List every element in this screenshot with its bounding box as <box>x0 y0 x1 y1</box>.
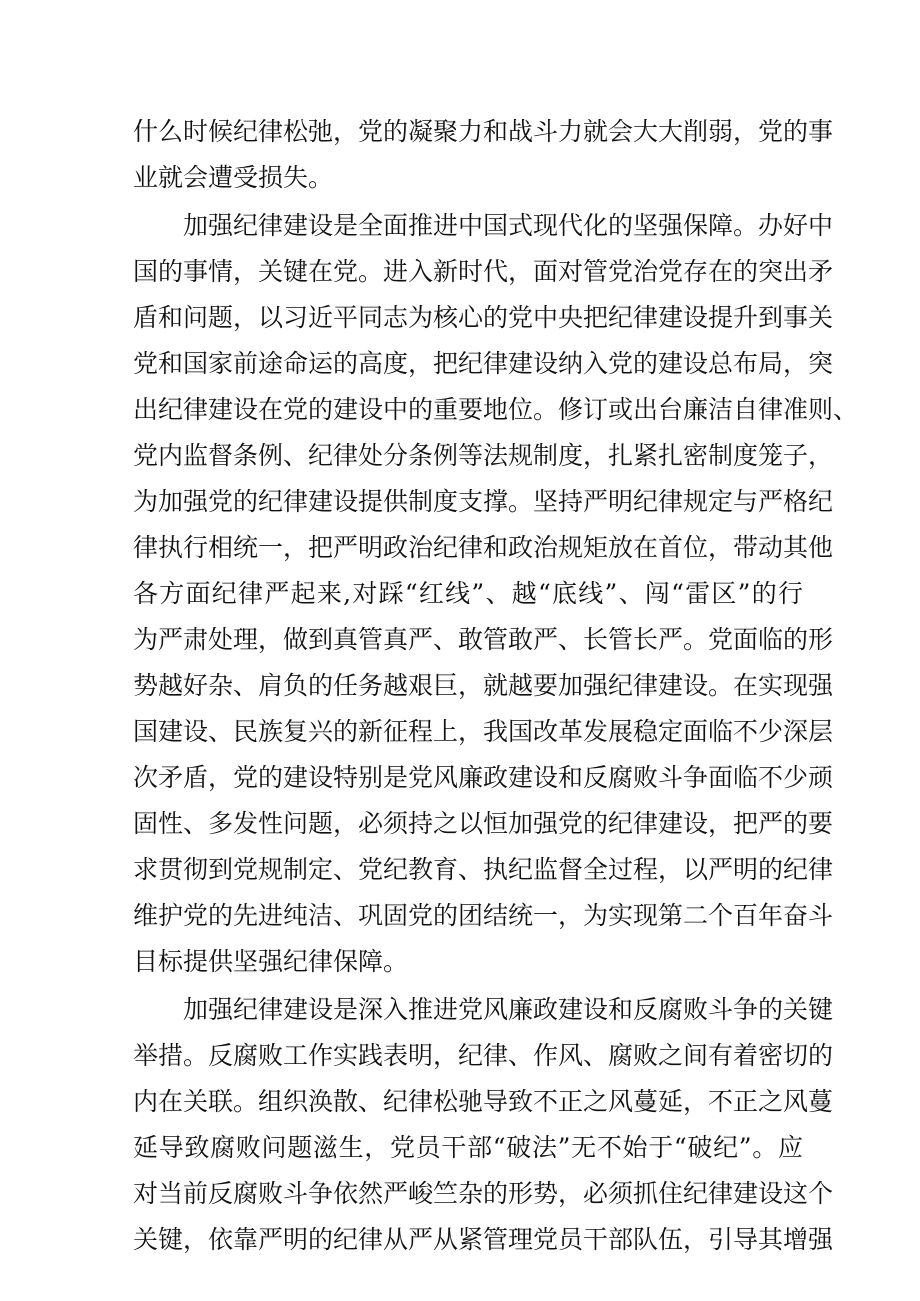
text-line: 延导致腐败问题滋生，党员干部“破法”无不始于“破纪”。应 <box>133 1133 803 1162</box>
text-line: 固性、多发性问题，必须持之以恒加强党的纪律建设，把严的要 <box>133 809 834 838</box>
text-line: 盾和问题，以习近平同志为核心的党中央把纪律建设提升到事关 <box>133 303 834 332</box>
text-line: 求贯彻到党规制定、党纪教育、执纪监督全过程，以严明的纪律 <box>133 855 834 884</box>
text-line: 内在关联。组织涣散、纪律松驰导致不正之风蔓延，不正之风蔓 <box>133 1087 834 1116</box>
text-line: 举措。反腐败工作实践表明，纪律、作风、腐败之间有着密切的 <box>133 1041 834 1070</box>
text-line: 什么时候纪律松弛，党的凝聚力和战斗力就会大大削弱，党的事 <box>133 117 834 146</box>
text-line: 出纪律建设在党的建设中的重要地位。修订或出台廉洁自律准则、 <box>133 395 859 424</box>
text-line: 党内监督条例、纪律处分条例等法规制度，扎紧扎密制度笼子， <box>133 441 834 470</box>
text-line: 律执行相统一，把严明政治纪律和政治规矩放在首位，带动其他 <box>133 533 834 562</box>
text-line: 为加强党的纪律建设提供制度支撑。坚持严明纪律规定与严格纪 <box>133 487 834 516</box>
text-line: 关键，依靠严明的纪律从严从紧管理党员干部队伍，引导其增强 <box>133 1225 834 1254</box>
text-line: 国的事情，关键在党。进入新时代，面对管党治党存在的突出矛 <box>133 257 834 286</box>
paragraph-first-line: 加强纪律建设是深入推进党风廉政建设和反腐败斗争的关键 <box>183 995 834 1024</box>
text-line: 党和国家前途命运的高度，把纪律建设纳入党的建设总布局，突 <box>133 349 834 378</box>
text-line: 为严肃处理，做到真管真严、敢管敢严、长管长严。党面临的形 <box>133 625 834 654</box>
text-line: 目标提供坚强纪律保障。 <box>133 947 409 976</box>
paragraph-first-line: 加强纪律建设是全面推进中国式现代化的坚强保障。办好中 <box>183 211 834 240</box>
text-line: 国建设、民族复兴的新征程上，我国改革发展稳定面临不少深层 <box>133 717 834 746</box>
text-line: 势越好杂、肩负的任务越艰巨，就越要加强纪律建设。在实现强 <box>133 671 834 700</box>
text-line: 维护党的先进纯洁、巩固党的团结统一，为实现第二个百年奋斗 <box>133 901 834 930</box>
text-line: 业就会遭受损失。 <box>133 163 334 192</box>
text-line: 对当前反腐败斗争依然严峻竺杂的形势，必须抓住纪律建设这个 <box>133 1179 834 1208</box>
text-line: 各方面纪律严起来,对踩“红线”、越“底线”、闯“雷区”的行 <box>133 579 803 608</box>
text-line: 次矛盾，党的建设特别是党风廉政建设和反腐败斗争面临不少顽 <box>133 763 834 792</box>
